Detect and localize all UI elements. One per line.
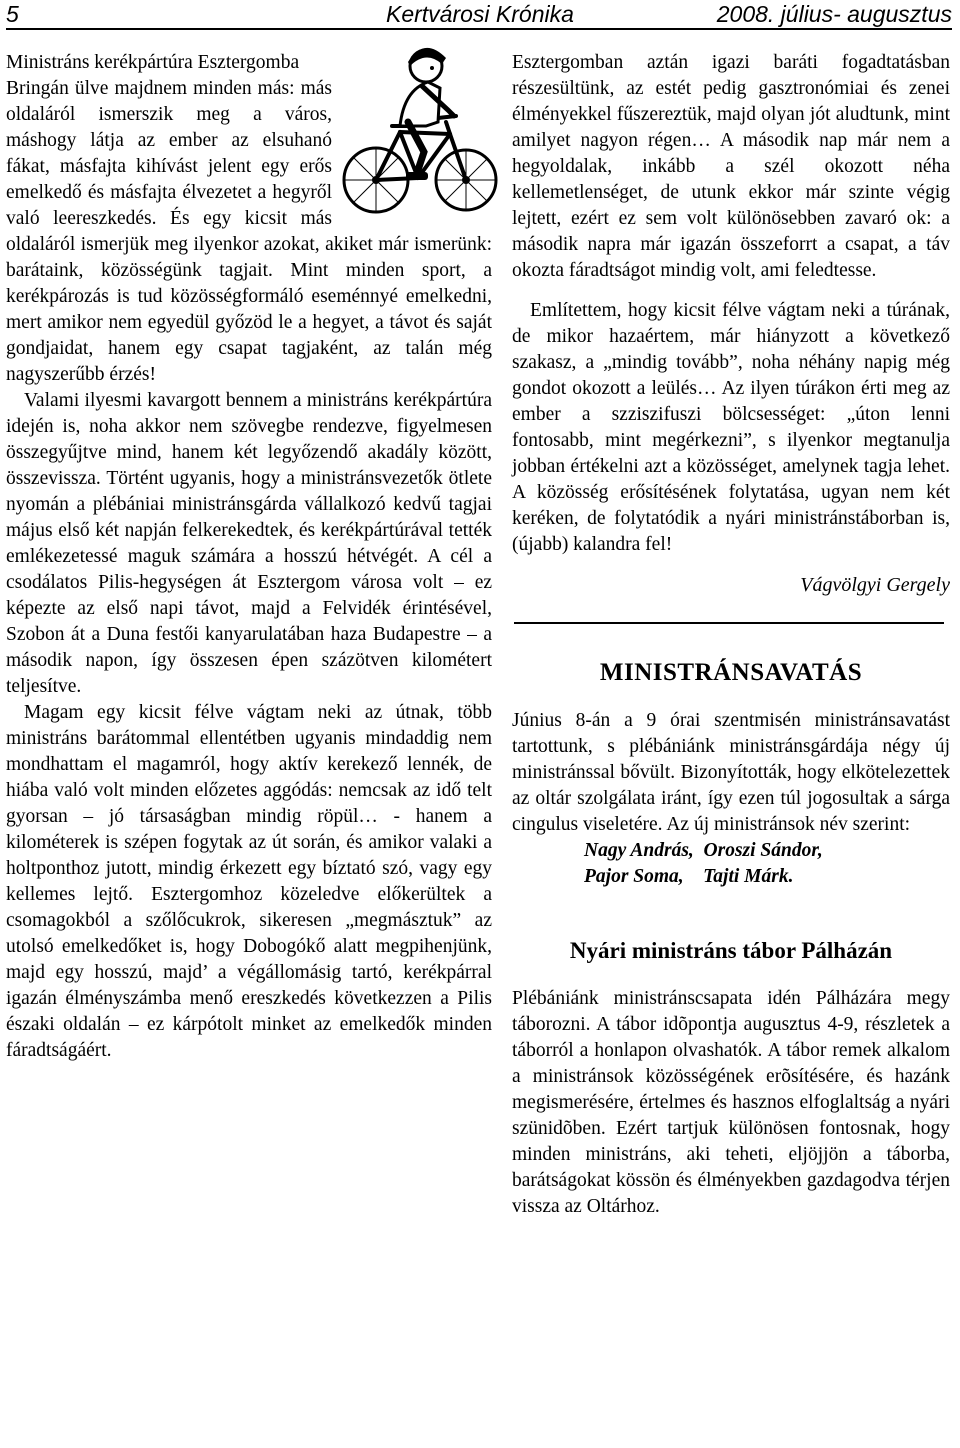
cyclist-illustration-icon	[338, 30, 498, 220]
ministransavatas-text: Június 8-án a 9 órai szentmisén ministránsavatást tartottunk, s plébániánk ministránsgárdája négy új ministránssal bővült. Bizonyították, hogy elkötelezettek az oltár szolgálata iránt, így ezen túl jogosultak a sárga cingulus viseletére. Az új ministránsok név szerint:	[512, 710, 950, 835]
article-paragraph-3: Magam egy kicsit félve vágtam neki az útnak, több ministráns barátommal ellentétben ugyanis mindaddig nem mondhattam el magamról, hogy aktív kerekező lennék, de hiába való volt minden előzetes aggódás: nemcsak az idő telt gyorsan – jó társaságban mindig röpül… - hanem a kilométerek is szépen fogytak az út során, és amikor valaki a holtponthoz jutott, mindig érkezett egy bíztató szó, vagy egy kellemes lejtő. Esztergomhoz közeledve előkerültek a csomagokból a szőlőcukrok, sikeresen „megmásztuk” az utolsó emelkedőket is, hogy Dobogókő alatt megpihenjünk, majd egy hosszú, majd’ a végállomásig tartó, kerékpárral igazán élményszámba menő ereszkedés következzen a Pilis északi oldalán – ez kárpótolt minket az emelkedők minden fáradtságáért.	[6, 702, 492, 1061]
article-paragraph-1: Bringán ülve majdnem minden más: más oldaláról ismerszik meg a város, máshogy látja az ember az elsuhanó fákat, másfajta kihívást jelent egy erős emelkedő és másfajta élvezetet a hegyről való leereszkedés. És egy kicsit más oldaláról ismerjük meg ilyenkor azokat, akiket már ismerünk: barátaink, közösségünk tagjait. Mint minden sport, a kerékpározás is tud közösségformáló eseménnyé emelkedni, mert amikor nem egyedül győzöd le a hegyet, a távot és saját gondjaidat, hanem egy csapat tagjaként, az talán még nagyszerűbb érzés!	[6, 78, 492, 385]
section-divider	[514, 622, 944, 624]
article-paragraph-2: Valami ilyesmi kavargott bennem a ministráns kerékpártúra idején is, noha akkor nem szövegbe rendezve, figyelmesen összegyűjtve mind, hanem két legyőzendő akadály között, összevissza. Történt ugyanis, hogy a ministránsvezetők ötlete nyomán a plébániai ministránsgárda vállalkozó kedvű tagjai május első két napján felkerekedtek, és kerékpártúrával tették emlékezetessé maguk számára a hosszú hétvégét. A cél a csodálatos Pilis-hegységen át Esztergom városa volt – ez képezte az első napi távot, majd a Felvidék érintésével, Szobon át a Duna festői kanyarulatában haza Budapestre – a második napon, így összesen épen százötven kilométert teljesítve.	[6, 390, 492, 697]
article-title: Ministráns kerékpártúra Esztergomba	[6, 52, 300, 73]
new-ministrants-names	[584, 838, 950, 890]
article-paragraph-5: Említettem, hogy kicsit félve vágtam neki a túrának, de mikor hazaértem, már hiányzott a következő szakasz, a „mindig tovább”, noha néhány napig még gondot okozott a leülés… Az ilyen túrákon érti meg az ember a szziszifuszi bölcsességet: „úton lenni fontosabb, mint megérkezni”, s ilyenkor megtanulja jobban értékelni azt a közösséget, amelynek tagja lehet. A közösség erősítésének folytatása, ugyan nem két keréken, de folytatódik a nyári ministránstáborban is, (újabb) kalandra fel!	[512, 300, 950, 555]
right-column	[512, 50, 950, 1220]
section-title-summer-camp: Nyári ministráns tábor Pálházán	[569, 938, 893, 963]
summer-camp-text: Plébániánk ministránscsapata idén Pálházára megy táborozni. A tábor idõpontja augusztus 4-9, részletek a táborról a honlapon olvashatók. A tábor remek alkalom a ministránsok közösségének erõsítésére, és hazánk megismerésére, értelmes és hasznos elfoglaltság a nyári szünidõben. Ezért tartjuk különösen fontosnak, hogy minden ministráns, aki teheti, eljöjjön a táborba, barátságokat kössön és élményekben gazdagodva térjen vissza az Oltárhoz.	[512, 988, 950, 1217]
article-paragraph-4: Esztergomban aztán igazi baráti fogadtatásban részesültünk, az estét pedig gasztronómiai és zenei élményekkel fűszereztük, majd olyan jót aludtunk, mint amilyet nagyon régen… A második nap már nem a hegyoldalak, inkább a szél okozott néha kellemetlenséget, de utunk ekkor már szinte végig lejtett, ezért ez sem volt különösebben zavaró ok: a második napra már igazán összeforrt a csapat, a táv okozta fáradtságot mindig volt, ami feledtesse.	[512, 52, 950, 281]
publication-title: Kertvárosi Krónika	[386, 1, 574, 27]
section-title-ministransavatas: MINISTRÁNSAVATÁS	[599, 659, 863, 686]
issue-date: 2008. július- augusztus	[716, 1, 952, 27]
names-line-1: Nagy András, Oroszi Sándor,	[584, 840, 823, 861]
page-number: 5	[6, 1, 19, 27]
names-line-2: Pajor Soma, Tajti Márk.	[584, 866, 794, 887]
left-column	[6, 50, 492, 1064]
page-header	[6, 0, 952, 30]
author-signature: Vágvölgyi Gergely	[800, 574, 950, 596]
